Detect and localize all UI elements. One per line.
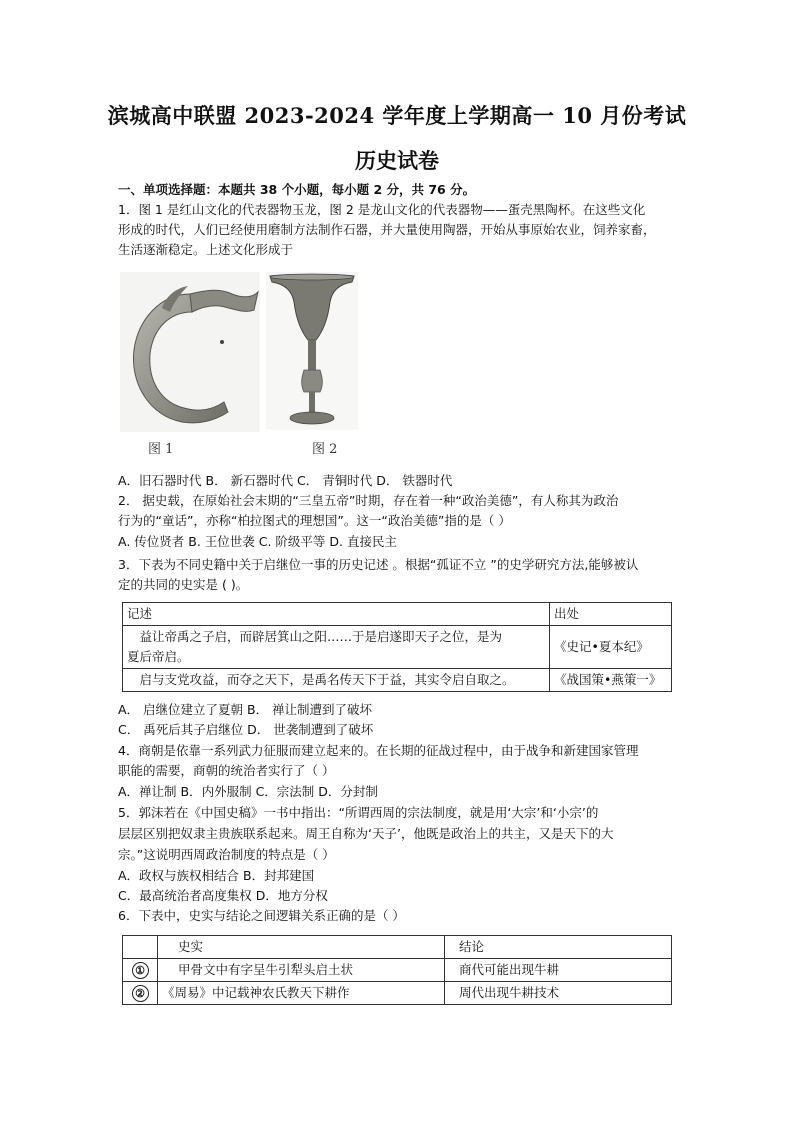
table-row [123,626,672,669]
table-cell: 《战国策•燕策一》 [550,669,672,692]
table-cell [123,626,550,669]
q6-line-1: 6．下表中，史实与结论之间逻辑关系正确的是（ ） [118,908,405,923]
q1-line-3: 生活逐渐稳定。上述文化形成于 [118,242,294,257]
q3-options-2: C． 禹死后其子启继位 D． 世袭制遭到了破坏 [118,722,374,737]
table-header-cell: 结论 [445,936,672,959]
table-cell: 甲骨文中有字呈牛引犁头启土状 [158,959,445,982]
table-row [123,669,672,692]
q2-options: A. 传位贤者 B. 王位世袭 C. 阶级平等 D. 直接民主 [118,534,397,549]
table-row [123,982,672,1005]
section-heading: 一、单项选择题：本题共 38 个小题，每小题 2 分，共 76 分。 [118,182,476,197]
q4-line-1: 4．商朝是依靠一系列武力征服而建立起来的。在长期的征战过程中，由于战争和新建国家管理 [118,743,639,758]
q2-line-2: 行为的“童话”，亦称“柏拉图式的理想国”。这一“政治美德”指的是（ ） [118,513,511,528]
table-row [123,959,672,982]
exam-title: 滨城高中联盟 2023-2024 学年度上学期高一 10 月份考试 [107,103,687,128]
q6-table [122,935,672,1005]
exam-subtitle: 历史试卷 [355,148,439,173]
q3-line-1: 3．下表为不同史籍中关于启继位一事的历史记述 。根据“孤证不立 ”的史学研究方法,能够被认 [118,557,639,572]
q5-line-3: 宗。”这说明西周政治制度的特点是（ ） [118,847,335,862]
table-cell-text: 益让帝禹之子启，而辟居箕山之阳……于是启遂即天子之位，是为 [127,629,503,644]
table-header-row [123,603,672,626]
table-header-cell: 记述 [123,603,550,626]
jade-dragon-image [120,272,260,432]
q3-options-1: A． 启继位建立了夏朝 B． 禅让制遭到了破坏 [118,702,373,717]
q2-line-1: 2． 据史载，在原始社会末期的“三皇五帝”时期，存在着一种“政治美德”，有人称其为政治 [118,493,619,508]
table-header-cell [123,936,158,959]
q3-table [122,602,672,692]
table-cell [123,982,158,1005]
table-cell: 启与支党攻益，而夺之天下，是禹名传天下于益，其实令启自取之。 [123,669,550,692]
table-cell: 《周易》中记载神农氏教天下耕作 [158,982,445,1005]
figure-2-caption: 图 2 [312,442,338,457]
q5-line-1: 5．郭沫若在《中国史稿》一书中指出：“所谓西周的宗法制度，就是用‘大宗’和‘小宗’的 [118,805,599,820]
figure-1-caption: 图 1 [148,442,174,457]
table-cell: 《史记•夏本纪》 [550,626,672,669]
q5-options-1: A．政权与族权相结合 B．封邦建国 [118,868,315,883]
q1-options: A．旧石器时代 B． 新石器时代 C． 青铜时代 D． 铁器时代 [118,473,453,488]
q5-options-2: C．最高统治者高度集权 D．地方分权 [118,888,328,903]
q4-line-2: 职能的需要，商朝的统治者实行了（ ） [118,763,335,778]
table-cell [123,959,158,982]
table-header-cell: 出处 [550,603,672,626]
row-number-badge: ① [132,962,149,979]
table-cell: 商代可能出现牛耕 [445,959,672,982]
table-header-cell: 史实 [158,936,445,959]
row-number-badge: ② [132,985,149,1002]
q3-line-2: 定的共同的史实是 ( )。 [118,577,249,592]
q4-options: A．禅让制 B．内外服制 C．宗法制 D．分封制 [118,784,378,799]
q1-line-2: 形成的时代，人们已经使用磨制方法制作石器，并大量使用陶器，开始从事原始农业，饲养家畜， [118,222,656,237]
table-cell: 周代出现牛耕技术 [445,982,672,1005]
table-header-row [123,936,672,959]
q5-line-2: 层层区别把奴隶主贵族联系起来。周王自称为‘天子’，他既是政治上的共主，又是天下的大 [118,826,614,841]
q1-line-1: 1．图 1 是红山文化的代表器物玉龙，图 2 是龙山文化的代表器物——蛋壳黑陶杯。在这些文化 [118,202,646,217]
pottery-cup-image [266,272,358,430]
table-cell-text: 夏后帝启。 [127,649,190,664]
